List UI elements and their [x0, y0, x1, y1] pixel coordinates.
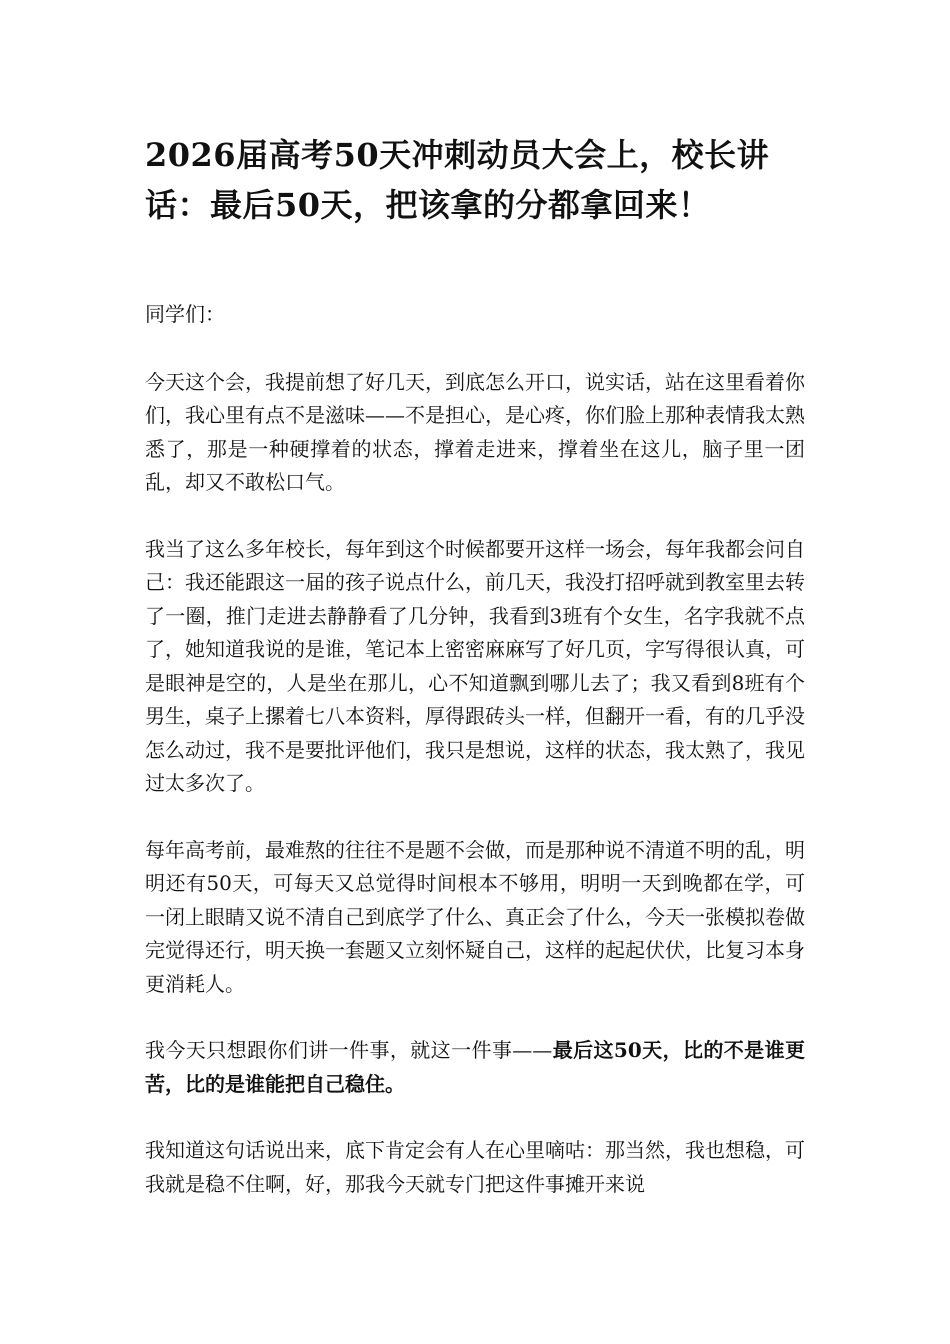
paragraph-2: 我当了这么多年校长，每年到这个时候都要开这样一场会，每年我都会问自己：我还能跟这一届的孩子说点什么，前几天，我没打招呼就到教室里去转了一圈，推门走进去静静看了几分钟，我看到3班有个女生，名字我就不点了，她知道我说的是谁，笔记本上密密麻麻写了好几页，字写得很认真，可是眼神是空的，人是坐在那儿，心不知道飘到哪儿去了；我又看到8班有个男生，桌子上摞着七八本资料，厚得跟砖头一样，但翻开一看，有的几乎没怎么动过，我不是要批评他们，我只是想说，这样的状态，我太熟了，我见过太多次了。 [145, 536, 805, 795]
salutation: 同学们： [145, 302, 225, 326]
paragraph-1: 今天这个会，我提前想了好几天，到底怎么开口，说实话，站在这里看着你们，我心里有点不是滋味——不是担心，是心疼，你们脸上那种表情我太熟悉了，那是一种硬撑着的状态，撑着走进来，撑着坐在这儿，脑子里一团乱，却又不敢松口气。 [145, 369, 805, 494]
document-page [145, 130, 805, 1234]
article-title: 2026届高考50天冲刺动员大会上，校长讲话：最后50天，把该拿的分都拿回来！ [145, 136, 770, 224]
paragraph-3: 每年高考前，最难熬的往往不是题不会做，而是那种说不清道不明的乱，明明还有50天，可每天又总觉得时间根本不够用，明明一天到晚都在学，可一闭上眼睛又说不清自己到底学了什么、真正会了什么，今天一张模拟卷做完觉得还行，明天换一套题又立刻怀疑自己，这样的起起伏伏，比复习本身更消耗人。 [145, 837, 805, 996]
paragraph-4-text: 我今天只想跟你们讲一件事，就这一件事—— [145, 1038, 553, 1062]
paragraph-5: 我知道这句话说出来，底下肯定会有人在心里嘀咕：那当然，我也想稳，可我就是稳不住啊，好，那我今天就专门把这件事摊开来说 [145, 1138, 805, 1196]
paragraph-4 [145, 1034, 805, 1101]
paragraph-4-emphasis: 最后这50天，比的不是谁更苦，比的是谁能把自己稳住。 [145, 1038, 805, 1096]
